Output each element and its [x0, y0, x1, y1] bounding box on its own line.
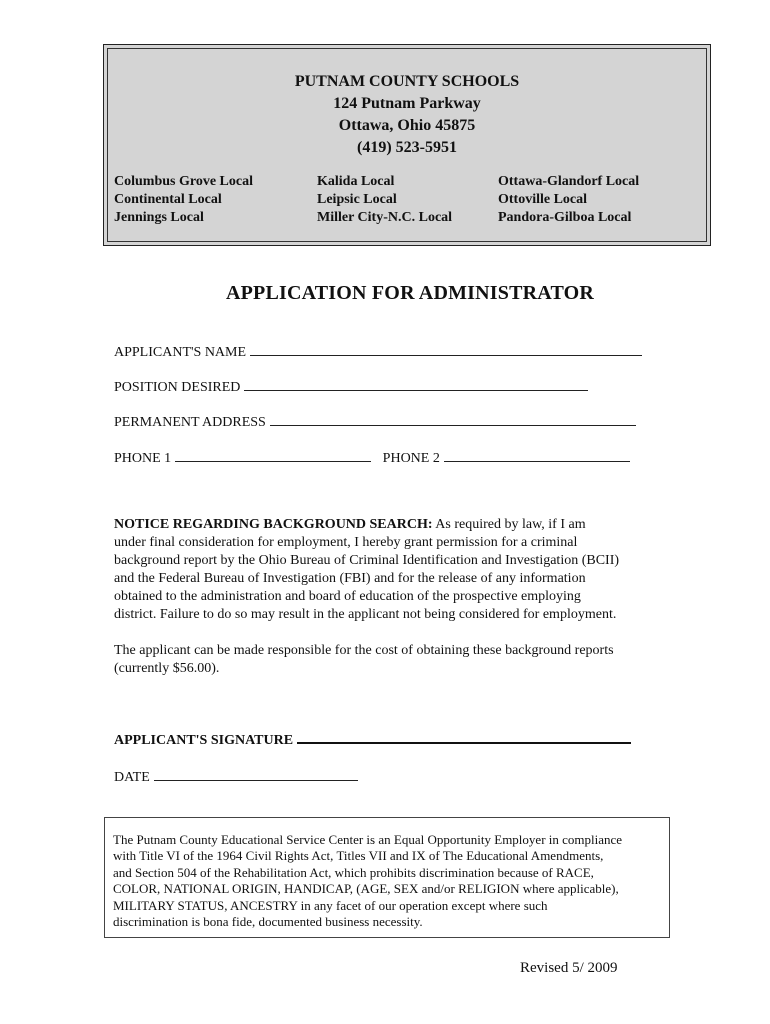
phone1-label: PHONE 1	[114, 451, 172, 466]
position-desired-label: POSITION DESIRED	[114, 380, 241, 395]
address-line2: Ottawa, Ohio 45875	[338, 117, 476, 134]
eeo-line: and Section 504 of the Rehabilitation Act, which prohibits discrimination because of RACE,	[113, 864, 594, 880]
notice-text-line: district. Failure to do so may result in the applicant not being considered for employment.	[114, 607, 617, 622]
eeo-line: COLOR, NATIONAL ORIGIN, HANDICAP, (AGE, SEX and/or RELIGION where applicable),	[113, 881, 619, 897]
permanent-address-field[interactable]	[270, 411, 636, 426]
eeo-line: with Title VI of the 1964 Civil Rights Act, Titles VII and IX of The Educational Amendments,	[113, 848, 604, 864]
eeo-line: discrimination is bona fide, documented business necessity.	[113, 914, 423, 930]
permanent-address-row	[114, 411, 636, 432]
signature-label: APPLICANT'S SIGNATURE	[114, 733, 294, 748]
notice-text-line: background report by the Ohio Bureau of Criminal Identification and Investigation (BCII)	[114, 553, 620, 568]
district-column-1	[114, 173, 253, 227]
district-name: Leipsic Local	[317, 192, 397, 207]
notice-text-line: and the Federal Bureau of Investigation (FBI) and for the release of any information	[114, 571, 586, 586]
district-name: Jennings Local	[114, 210, 204, 225]
cost-note-line: (currently $56.00).	[114, 661, 220, 676]
signature-row	[114, 730, 631, 749]
district-header-box	[103, 44, 711, 246]
notice-heading: NOTICE REGARDING BACKGROUND SEARCH:	[114, 517, 433, 532]
district-name: Columbus Grove Local	[114, 174, 253, 189]
phone1-field[interactable]	[175, 447, 371, 462]
phone-row	[114, 447, 630, 468]
cost-note	[114, 642, 659, 678]
date-row	[114, 766, 358, 786]
applicant-name-field[interactable]	[250, 341, 642, 356]
eeo-line: The Putnam County Educational Service Center is an Equal Opportunity Employer in compliance	[113, 832, 623, 847]
district-name: Ottawa-Glandorf Local	[498, 174, 640, 189]
notice-text-line: under final consideration for employment, I hereby grant permission for a criminal	[114, 535, 578, 550]
org-phone: (419) 523-5951	[357, 139, 457, 156]
notice-text-line: As required by law, if I am	[432, 517, 586, 532]
phone2-field[interactable]	[444, 447, 630, 462]
cost-note-line: The applicant can be made responsible for the cost of obtaining these background reports	[114, 643, 614, 658]
form-title: APPLICATION FOR ADMINISTRATOR	[225, 282, 595, 304]
district-name: Kalida Local	[317, 174, 395, 189]
position-desired-field[interactable]	[244, 376, 588, 391]
permanent-address-label: PERMANENT ADDRESS	[114, 415, 266, 430]
eeo-line: MILITARY STATUS, ANCESTRY in any facet of our operation except where such	[113, 897, 548, 913]
position-desired-row	[114, 376, 588, 397]
date-field[interactable]	[154, 766, 358, 781]
signature-field[interactable]	[297, 730, 631, 744]
district-name: Ottoville Local	[498, 192, 588, 207]
district-name: Miller City-N.C. Local	[317, 210, 453, 225]
phone2-label: PHONE 2	[382, 451, 440, 466]
revision-date: Revised 5/ 2009	[520, 960, 618, 976]
district-name: Pandora-Gilboa Local	[498, 210, 632, 225]
district-name: Continental Local	[114, 192, 222, 207]
applicant-name-label: APPLICANT'S NAME	[114, 345, 247, 360]
applicant-name-row	[114, 341, 642, 362]
date-label: DATE	[114, 770, 150, 785]
district-column-3	[498, 173, 639, 227]
district-column-2	[317, 173, 452, 227]
address-line1: 124 Putnam Parkway	[333, 95, 481, 112]
org-name: PUTNAM COUNTY SCHOOLS	[294, 73, 520, 90]
eeo-statement-box	[104, 817, 670, 938]
background-search-notice	[114, 516, 659, 624]
notice-text-line: obtained to the administration and board of education of the prospective employing	[114, 589, 581, 604]
